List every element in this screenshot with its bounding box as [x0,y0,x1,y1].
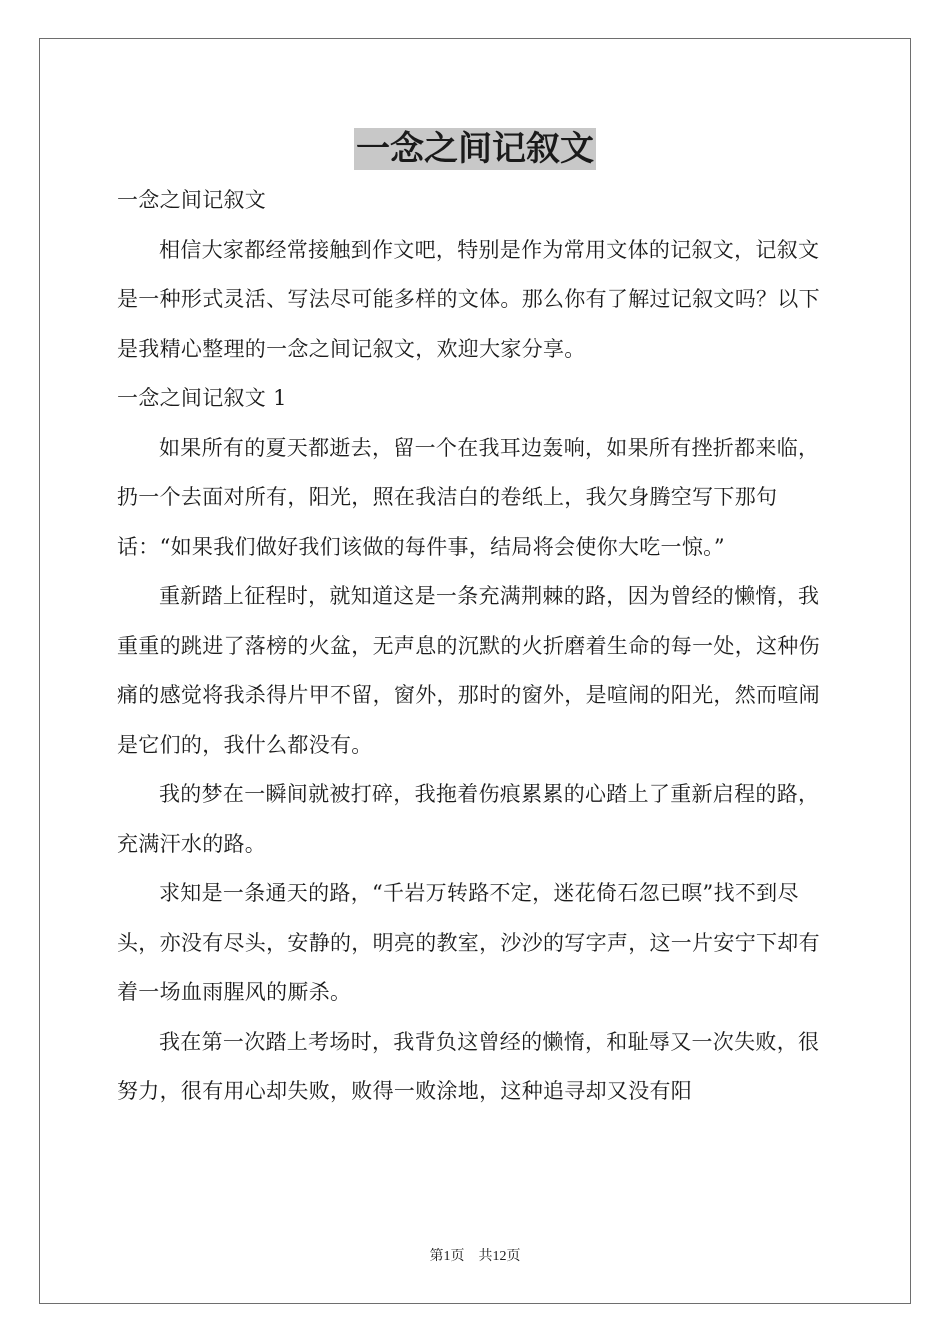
body-paragraph: 求知是一条通天的路，“千岩万转路不定，迷花倚石忽已暝”找不到尽头，亦没有尽头，安静的，明亮的教室，沙沙的写字声，这一片安宁下却有着一场血雨腥风的厮杀。 [117,881,820,1004]
body-paragraph: 重新踏上征程时，就知道这是一条充满荆棘的路，因为曾经的懒惰，我重重的跳进了落榜的火盆，无声息的沉默的火折磨着生命的每一处，这种伤痛的感觉将我杀得片甲不留，窗外，那时的窗外，是喧闹的阳光，然而喧闹是它们的，我什么都没有。 [117,584,820,757]
body-paragraph: 我在第一次踏上考场时，我背负这曾经的懒惰，和耻辱又一次失败，很努力，很有用心却失败，败得一败涂地，这种追寻却又没有阳 [117,1029,820,1103]
page-footer [0,1247,950,1267]
page-total: 共12页 [478,1249,521,1264]
intro-paragraph: 相信大家都经常接触到作文吧，特别是作为常用文体的记叙文，记叙文是一种形式灵活、写法尽可能多样的文体。那么你有了解过记叙文吗？以下是我精心整理的一念之间记叙文，欢迎大家分享。 [117,237,820,361]
document-title-text: 一念之间记叙文 [356,129,594,169]
document-title [0,128,950,170]
subtitle-heading: 一念之间记叙文 [117,188,267,212]
body-paragraph: 如果所有的夏天都逝去，留一个在我耳边轰响，如果所有挫折都来临，扔一个去面对所有，阳光，照在我洁白的卷纸上，我欠身腾空写下那句话：“如果我们做好我们该做的每件事，结局将会使你大吃一惊。” [117,435,820,559]
document-body [117,176,833,1117]
section-heading: 一念之间记叙文 1 [117,386,287,410]
body-paragraph: 我的梦在一瞬间就被打碎，我拖着伤痕累累的心踏上了重新启程的路，充满汗水的路。 [117,782,820,856]
page-number: 第1页 [429,1249,465,1264]
